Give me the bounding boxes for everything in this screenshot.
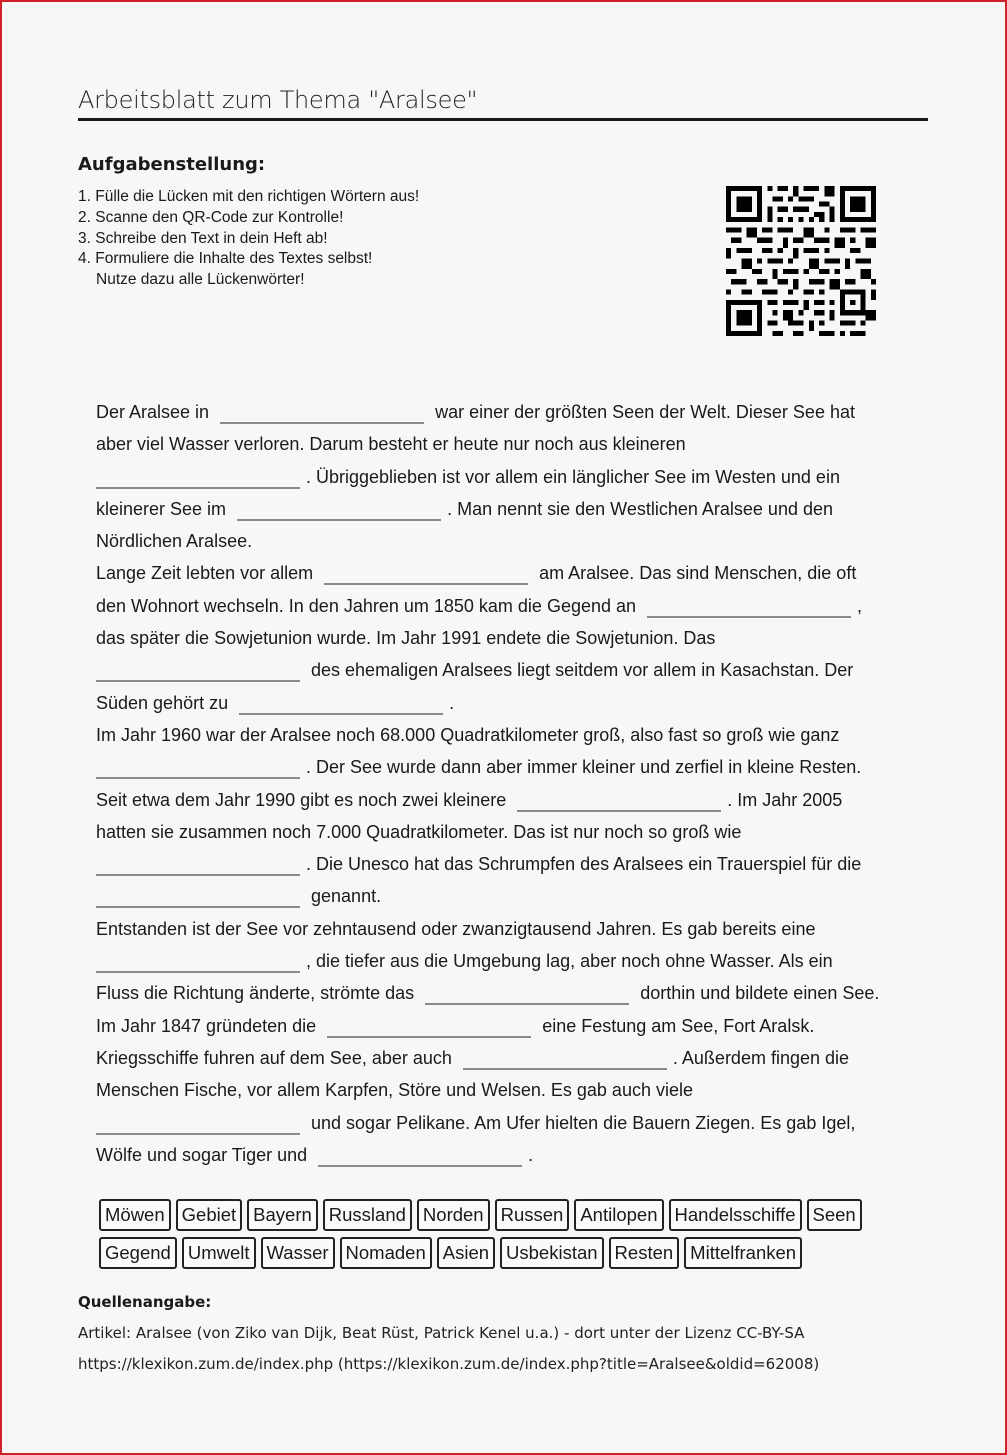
- source-link[interactable]: https://klexikon.zum.de/index.php (https://klexikon.zum.de/index.php?title=Aralsee&oldid=62008): [78, 1355, 820, 1373]
- word-tile[interactable]: Norden: [417, 1199, 490, 1231]
- text-line: und sogar Pelikane. Am Ufer hielten die Bauern Ziegen. Es gab Igel,: [96, 1107, 926, 1139]
- text-line: Der Aralsee in war einer der größten Seen der Welt. Dieser See hat: [96, 402, 855, 422]
- blank-field[interactable]: [96, 465, 300, 489]
- text-line: Fluss die Richtung änderte, strömte das dorthin und bildete einen See.: [96, 983, 880, 1004]
- text-line: , die tiefer aus die Umgebung lag, aber noch ohne Wasser. Als ein: [96, 945, 926, 977]
- text-line: Kriegsschiffe fuhren auf dem See, aber auch . Außerdem fingen die: [96, 1047, 850, 1068]
- blank-field[interactable]: [96, 852, 300, 876]
- word-tile[interactable]: Nomaden: [340, 1237, 432, 1269]
- word-tile[interactable]: Wasser: [261, 1237, 335, 1269]
- qr-code[interactable]: [726, 186, 876, 336]
- word-tile[interactable]: Mittelfranken: [684, 1237, 802, 1269]
- blank-field[interactable]: [96, 755, 300, 779]
- text-line: genannt.: [96, 880, 926, 912]
- word-tile[interactable]: Resten: [609, 1237, 680, 1269]
- word-tile[interactable]: Möwen: [99, 1199, 171, 1231]
- blank-field[interactable]: [425, 981, 629, 1005]
- page-title: Arbeitsblatt zum Thema "Aralsee": [78, 86, 928, 121]
- word-tile[interactable]: Gebiet: [176, 1199, 243, 1231]
- text-line: Im Jahr 1847 gründeten die eine Festung am See, Fort Aralsk.: [96, 1015, 815, 1036]
- text-line: Nördlichen Aralsee.: [96, 531, 253, 552]
- word-bank-row: [99, 1237, 862, 1269]
- blank-field[interactable]: [324, 561, 528, 585]
- word-tile[interactable]: Seen: [807, 1199, 862, 1231]
- word-tile[interactable]: Handelsschiffe: [669, 1199, 802, 1231]
- blank-field[interactable]: [96, 1111, 300, 1135]
- text-line: Menschen Fische, vor allem Karpfen, Störe und Welsen. Es gab auch viele: [96, 1080, 693, 1101]
- text-line: kleinerer See im . Man nennt sie den Westlichen Aralsee und den: [96, 498, 833, 519]
- text-line: . Der See wurde dann aber immer kleiner und zerfiel in kleine Resten.: [96, 751, 926, 783]
- text-line: . Die Unesco hat das Schrumpfen des Aralsees ein Trauerspiel für die: [96, 848, 926, 880]
- blank-field[interactable]: [327, 1014, 531, 1038]
- text-line: Entstanden ist der See vor zehntausend oder zwanzigtausend Jahren. Es gab bereits eine: [96, 918, 816, 939]
- word-bank: [99, 1199, 862, 1275]
- task-item: 4. Formuliere die Inhalte des Textes selbst!: [78, 250, 373, 268]
- task-item: 3. Schreibe den Text in dein Heft ab!: [78, 229, 328, 247]
- blank-field[interactable]: [96, 658, 300, 682]
- word-tile[interactable]: Umwelt: [182, 1237, 256, 1269]
- blank-field[interactable]: [96, 949, 300, 973]
- task-heading: Aufgabenstellung:: [78, 154, 266, 175]
- cloze-text: [96, 396, 926, 1171]
- word-tile[interactable]: Russen: [495, 1199, 570, 1231]
- source-line: Artikel: Aralsee (von Ziko van Dijk, Beat Rüst, Patrick Kenel u.a.) - dort unter der Lizenz CC-BY-SA: [78, 1324, 805, 1342]
- task-item: 2. Scanne den QR-Code zur Kontrolle!: [78, 208, 344, 226]
- word-tile[interactable]: Bayern: [247, 1199, 318, 1231]
- blank-field[interactable]: [463, 1046, 667, 1070]
- text-line: Wölfe und sogar Tiger und .: [96, 1144, 534, 1165]
- word-tile[interactable]: Russland: [323, 1199, 412, 1231]
- word-tile[interactable]: Gegend: [99, 1237, 177, 1269]
- blank-field[interactable]: [239, 691, 443, 715]
- text-line: Seit etwa dem Jahr 1990 gibt es noch zwei kleinere . Im Jahr 2005: [96, 789, 843, 810]
- text-line: das später die Sowjetunion wurde. Im Jahr 1991 endete die Sowjetunion. Das: [96, 628, 716, 649]
- word-tile[interactable]: Antilopen: [574, 1199, 663, 1231]
- task-list: [78, 187, 419, 291]
- text-line: . Übriggeblieben ist vor allem ein länglicher See im Westen und ein: [96, 461, 926, 493]
- blank-field[interactable]: [517, 788, 721, 812]
- task-item-continuation: Nutze dazu alle Lückenwörter!: [96, 271, 305, 289]
- text-line: Lange Zeit lebten vor allem am Aralsee. Das sind Menschen, die oft: [96, 563, 857, 584]
- task-item: 1. Fülle die Lücken mit den richtigen Wörtern aus!: [78, 188, 420, 205]
- word-bank-row: [99, 1199, 862, 1231]
- blank-field[interactable]: [237, 497, 441, 521]
- blank-field[interactable]: [220, 400, 424, 424]
- text-line: aber viel Wasser verloren. Darum besteht er heute nur noch aus kleineren: [96, 434, 686, 455]
- word-tile[interactable]: Asien: [437, 1237, 495, 1269]
- blank-field[interactable]: [647, 594, 851, 618]
- blank-field[interactable]: [318, 1143, 522, 1167]
- text-line: hatten sie zusammen noch 7.000 Quadratkilometer. Das ist nur noch so groß wie: [96, 821, 742, 842]
- text-line: des ehemaligen Aralsees liegt seitdem vor allem in Kasachstan. Der: [96, 654, 926, 686]
- text-line: den Wohnort wechseln. In den Jahren um 1850 kam die Gegend an ,: [96, 595, 863, 616]
- text-line: Im Jahr 1960 war der Aralsee noch 68.000 Quadratkilometer groß, also fast so groß wie ganz: [96, 724, 840, 745]
- word-tile[interactable]: Usbekistan: [500, 1237, 604, 1269]
- text-line: Süden gehört zu .: [96, 692, 455, 713]
- blank-field[interactable]: [96, 884, 300, 908]
- sources-heading: Quellenangabe:: [78, 1293, 212, 1311]
